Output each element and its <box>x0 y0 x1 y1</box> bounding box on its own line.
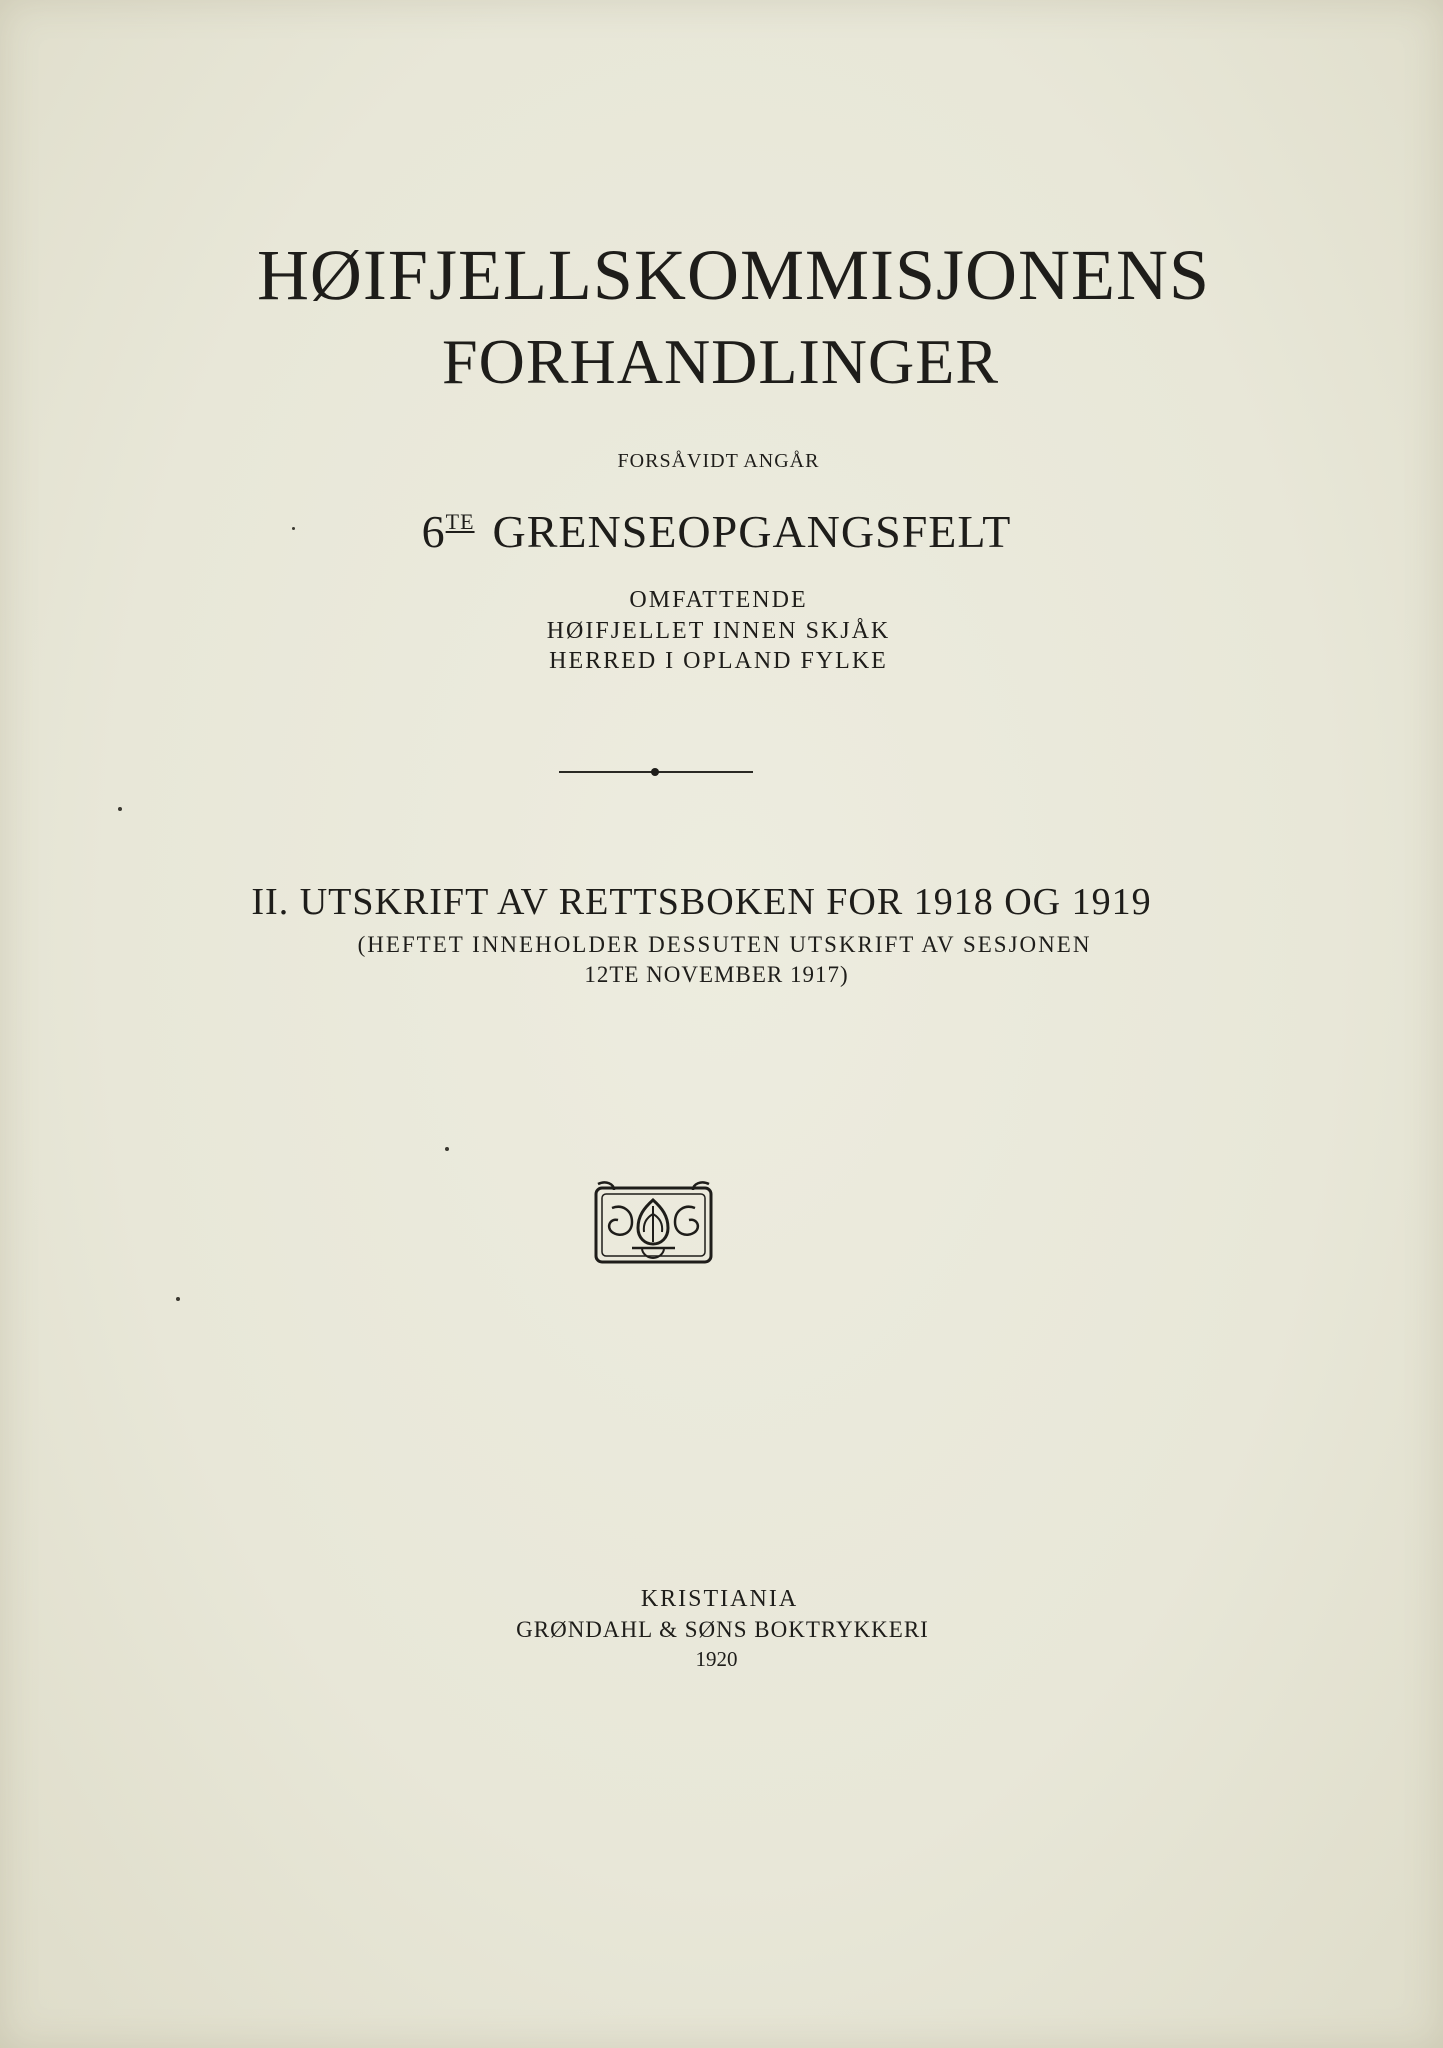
part-note-line-2: 12TE NOVEMBER 1917) <box>584 962 849 987</box>
scope-line-1: OMFATTENDE <box>629 587 808 613</box>
scope-line-2: HØIFJELLET INNEN SKJÅK <box>546 618 891 644</box>
imprint-year: 1920 <box>695 1647 738 1671</box>
divider-dot <box>651 768 659 776</box>
paper-speck <box>176 1297 180 1301</box>
scope-line-3: HERRED I OPLAND FYLKE <box>549 648 888 674</box>
main-title-line-1: HØIFJELLSKOMMISJONENS <box>256 235 1211 315</box>
subject-heading <box>0 505 1438 558</box>
paper-speck <box>445 1147 449 1151</box>
field-ordinal: TE <box>445 509 475 534</box>
part-heading: II. UTSKRIFT AV RETTSBOKEN FOR 1918 OG 1919 <box>251 881 1152 923</box>
part-note-line-1: (HEFTET INNEHOLDER DESSUTEN UTSKRIFT AV SESJONEN <box>357 932 1092 957</box>
imprint-printer: GRØNDAHL & SØNS BOKTRYKKERI <box>516 1617 929 1642</box>
imprint-city: KRISTIANIA <box>640 1586 799 1612</box>
subject-intro: FORSÅVIDT ANGÅR <box>617 450 820 472</box>
paper-speck <box>292 527 295 530</box>
field-number: 6 <box>421 506 446 557</box>
main-title-line-2: FORHANDLINGER <box>442 326 999 397</box>
paper-speck <box>118 807 122 811</box>
printer-ornament-icon <box>592 1178 715 1268</box>
field-name: GRENSEOPGANGSFELT <box>492 506 1012 557</box>
